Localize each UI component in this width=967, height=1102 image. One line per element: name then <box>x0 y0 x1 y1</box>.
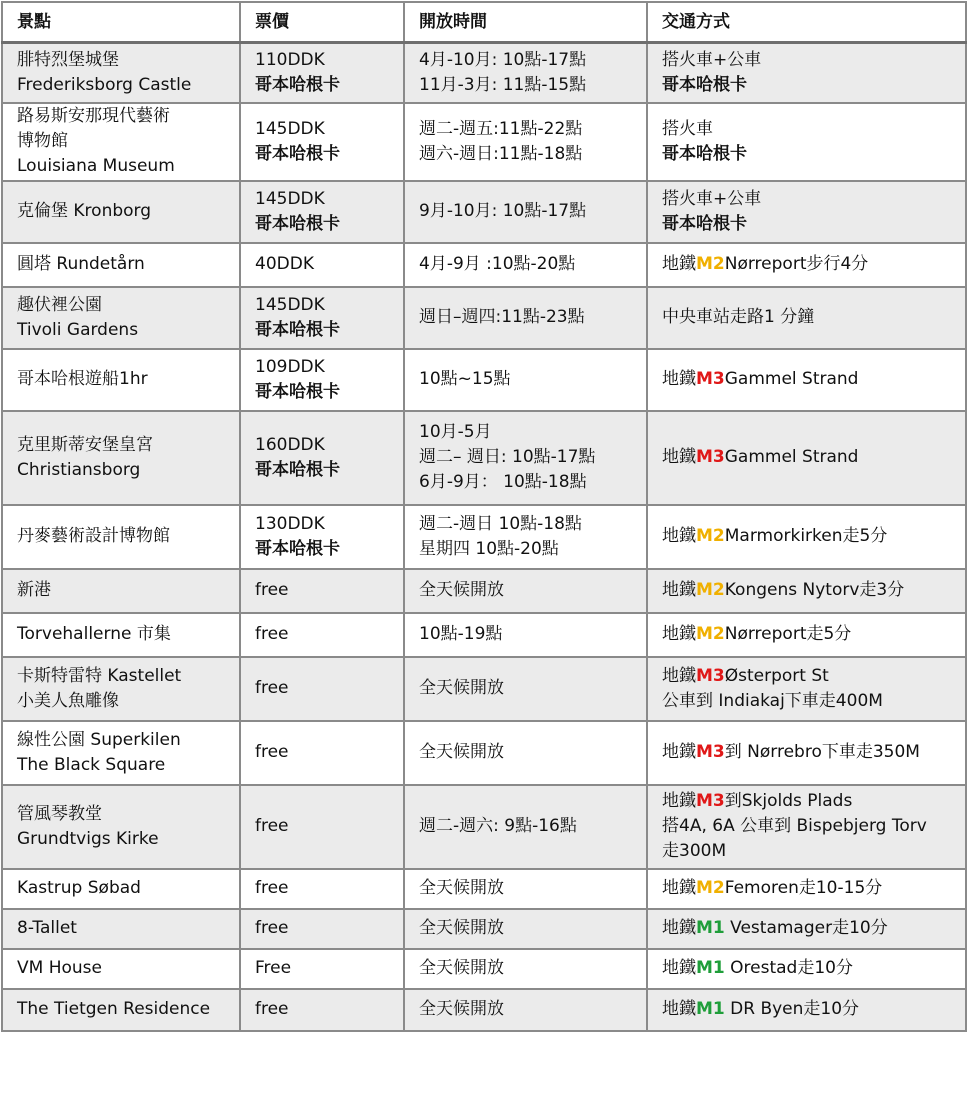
hours-text: 4月-9月 :10點-20點 <box>419 254 576 274</box>
price-value: 145DDK <box>255 118 325 139</box>
metro-route <box>662 252 965 277</box>
place-cell <box>2 657 240 721</box>
price-value: free <box>255 742 289 762</box>
copenhagen-card-label: 哥本哈根卡 <box>255 143 340 164</box>
place-cell <box>2 349 240 411</box>
place-cell <box>2 949 240 989</box>
place-name: The Black Square <box>17 754 166 775</box>
header-place: 景點 <box>2 2 240 43</box>
transport-cell <box>647 949 966 989</box>
price-value: 145DDK <box>255 294 325 315</box>
transport-cell <box>647 505 966 569</box>
copenhagen-card-label: 哥本哈根卡 <box>255 381 340 402</box>
place-cell <box>2 287 240 349</box>
hours-cell <box>404 103 647 181</box>
hours-cell <box>404 181 647 243</box>
price-cell <box>240 569 404 613</box>
place-cell <box>2 909 240 949</box>
header-row <box>2 2 966 43</box>
table-row <box>2 181 966 243</box>
price-cell <box>240 411 404 505</box>
metro-line-badge: M2 <box>696 526 725 546</box>
metro-prefix: 地鐵 <box>662 999 696 1019</box>
place-name: 博物館 <box>17 131 68 151</box>
place-name: 趣伏裡公園 <box>17 294 102 315</box>
transport-text: 中央車站走路1 分鐘 <box>662 307 815 327</box>
table-row <box>2 721 966 785</box>
transport-cell <box>647 349 966 411</box>
metro-route <box>662 367 965 392</box>
hours-cell <box>404 613 647 657</box>
price-cell <box>240 989 404 1031</box>
place-cell <box>2 243 240 287</box>
hours-text: 10月-5月 <box>419 422 492 442</box>
table-row <box>2 989 966 1031</box>
hours-text: 全天候開放 <box>419 742 504 762</box>
header-price: 票價 <box>240 2 404 43</box>
copenhagen-card-label: 哥本哈根卡 <box>255 74 340 95</box>
price-value: free <box>255 678 289 698</box>
table-body <box>2 43 966 1031</box>
metro-destination: Østerport St <box>724 665 829 686</box>
table-row <box>2 909 966 949</box>
metro-line-badge: M3 <box>696 665 725 686</box>
table-row <box>2 949 966 989</box>
metro-destination: Marmorkirken走5分 <box>724 526 888 546</box>
metro-prefix: 地鐵 <box>662 526 696 546</box>
transport-text: 搭火車+公車 <box>662 188 762 209</box>
transport-text: 搭火車 <box>662 118 713 139</box>
price-cell <box>240 613 404 657</box>
place-name: Grundtvigs Kirke <box>17 828 159 849</box>
metro-destination: Femoren走10-15分 <box>724 878 883 898</box>
metro-destination: Gammel Strand <box>724 447 859 467</box>
price-value: 160DDK <box>255 434 325 455</box>
transport-cell <box>647 869 966 909</box>
metro-line-badge: M3 <box>696 369 725 389</box>
place-name: The Tietgen Residence <box>17 999 211 1019</box>
place-cell <box>2 505 240 569</box>
metro-route <box>662 789 965 814</box>
metro-prefix: 地鐵 <box>662 958 696 978</box>
place-name: Christiansborg <box>17 459 141 480</box>
metro-destination: Nørreport步行4分 <box>724 254 869 274</box>
metro-line-badge: M1 <box>696 918 725 938</box>
metro-prefix: 地鐵 <box>662 580 696 600</box>
hours-text: 週六-週日:11點-18點 <box>419 143 583 164</box>
metro-destination: Vestamager走10分 <box>724 918 888 938</box>
place-name: 卡斯特雷特 Kastellet <box>17 665 182 686</box>
hours-cell <box>404 43 647 103</box>
table-row <box>2 43 966 103</box>
hours-cell <box>404 349 647 411</box>
price-value: 110DDK <box>255 49 325 70</box>
table-row <box>2 103 966 181</box>
price-cell <box>240 103 404 181</box>
metro-route <box>662 997 965 1022</box>
place-name: 新港 <box>17 580 51 600</box>
hours-cell <box>404 411 647 505</box>
place-name: 腓特烈堡城堡 <box>17 49 119 70</box>
price-cell <box>240 657 404 721</box>
metro-prefix: 地鐵 <box>662 742 696 762</box>
hours-cell <box>404 909 647 949</box>
place-name: 丹麥藝術設計博物館 <box>17 526 170 546</box>
metro-route <box>662 524 965 549</box>
place-name: Tivoli Gardens <box>17 319 139 340</box>
price-cell <box>240 287 404 349</box>
metro-destination: Nørreport走5分 <box>724 624 852 644</box>
transport-text: 公車到 Indiakaj下車走400M <box>662 690 883 711</box>
attractions-table <box>1 1 967 1032</box>
place-cell <box>2 181 240 243</box>
hours-text: 全天候開放 <box>419 958 504 978</box>
hours-text: 星期四 10點-20點 <box>419 538 559 559</box>
transport-cell <box>647 785 966 869</box>
header-hours: 開放時間 <box>404 2 647 43</box>
price-value: 145DDK <box>255 188 325 209</box>
hours-text: 週日–週四:11點-23點 <box>419 307 585 327</box>
transport-cell <box>647 243 966 287</box>
table-row <box>2 411 966 505</box>
metro-prefix: 地鐵 <box>662 254 696 274</box>
metro-route <box>662 956 965 981</box>
hours-cell <box>404 869 647 909</box>
price-value: 109DDK <box>255 356 325 377</box>
hours-text: 全天候開放 <box>419 999 504 1019</box>
price-value: Free <box>255 958 292 978</box>
metro-destination: DR Byen走10分 <box>724 999 860 1019</box>
hours-text: 9月-10月: 10點-17點 <box>419 201 587 221</box>
price-cell <box>240 243 404 287</box>
price-value: 130DDK <box>255 513 325 534</box>
metro-prefix: 地鐵 <box>662 791 696 811</box>
metro-route <box>662 578 965 603</box>
place-cell <box>2 411 240 505</box>
place-cell <box>2 869 240 909</box>
table-row <box>2 505 966 569</box>
price-cell <box>240 785 404 869</box>
table-row <box>2 569 966 613</box>
place-cell <box>2 43 240 103</box>
place-name: 8-Tallet <box>17 918 77 938</box>
transport-text: 哥本哈根卡 <box>662 213 747 234</box>
transport-cell <box>647 909 966 949</box>
price-value: free <box>255 999 289 1019</box>
metro-line-badge: M2 <box>696 580 725 600</box>
hours-text: 週二-週六: 9點-16點 <box>419 816 577 836</box>
metro-line-badge: M3 <box>696 447 725 467</box>
place-cell <box>2 989 240 1031</box>
hours-cell <box>404 505 647 569</box>
metro-line-badge: M1 <box>696 958 725 978</box>
hours-text: 4月-10月: 10點-17點 <box>419 49 587 70</box>
price-value: free <box>255 580 289 600</box>
price-cell <box>240 43 404 103</box>
metro-prefix: 地鐵 <box>662 447 696 467</box>
place-name: Kastrup Søbad <box>17 878 141 898</box>
metro-prefix: 地鐵 <box>662 624 696 644</box>
place-name: Frederiksborg Castle <box>17 74 192 95</box>
metro-route <box>662 740 965 765</box>
place-name: 克里斯蒂安堡皇宮 <box>17 434 153 455</box>
metro-prefix: 地鐵 <box>662 369 696 389</box>
price-value: free <box>255 624 289 644</box>
transport-text: 搭4A, 6A 公車到 Bispebjerg Torv <box>662 816 927 836</box>
metro-route <box>662 664 965 689</box>
transport-cell <box>647 989 966 1031</box>
place-name: 小美人魚雕像 <box>17 690 119 711</box>
place-cell <box>2 569 240 613</box>
transport-text: 搭火車+公車 <box>662 49 762 70</box>
place-cell <box>2 721 240 785</box>
metro-destination: Kongens Nytorv走3分 <box>724 580 905 600</box>
table-row <box>2 349 966 411</box>
metro-line-badge: M1 <box>696 999 725 1019</box>
place-name: Louisiana Museum <box>17 156 175 176</box>
transport-cell <box>647 181 966 243</box>
place-cell <box>2 103 240 181</box>
metro-destination: Orestad走10分 <box>724 958 853 978</box>
hours-cell <box>404 569 647 613</box>
hours-text: 11月-3月: 11點-15點 <box>419 74 587 95</box>
transport-text: 走300M <box>662 841 727 861</box>
place-name: 管風琴教堂 <box>17 803 102 824</box>
transport-cell <box>647 613 966 657</box>
metro-destination: 到Skjolds Plads <box>724 791 853 811</box>
hours-cell <box>404 949 647 989</box>
price-cell <box>240 721 404 785</box>
hours-cell <box>404 785 647 869</box>
hours-text: 10點~15點 <box>419 369 511 389</box>
metro-route <box>662 916 965 941</box>
hours-cell <box>404 287 647 349</box>
metro-destination: 到 Nørrebro下車走350M <box>724 742 920 762</box>
metro-prefix: 地鐵 <box>662 665 696 686</box>
metro-prefix: 地鐵 <box>662 918 696 938</box>
hours-text: 全天候開放 <box>419 878 504 898</box>
metro-line-badge: M2 <box>696 878 725 898</box>
metro-prefix: 地鐵 <box>662 878 696 898</box>
hours-cell <box>404 721 647 785</box>
hours-text: 週二-週五:11點-22點 <box>419 118 583 139</box>
hours-text: 全天候開放 <box>419 918 504 938</box>
metro-line-badge: M3 <box>696 742 725 762</box>
price-cell <box>240 949 404 989</box>
hours-text: 全天候開放 <box>419 580 504 600</box>
hours-text: 10點-19點 <box>419 624 503 644</box>
transport-cell <box>647 411 966 505</box>
place-cell <box>2 785 240 869</box>
transport-text: 哥本哈根卡 <box>662 143 747 164</box>
transport-cell <box>647 43 966 103</box>
transport-cell <box>647 103 966 181</box>
transport-cell <box>647 657 966 721</box>
transport-cell <box>647 287 966 349</box>
price-cell <box>240 505 404 569</box>
hours-cell <box>404 989 647 1031</box>
hours-text: 全天候開放 <box>419 678 504 698</box>
place-name: 克倫堡 Kronborg <box>17 201 152 221</box>
price-value: free <box>255 878 289 898</box>
place-name: 線性公園 Superkilen <box>17 729 181 750</box>
table-row <box>2 613 966 657</box>
copenhagen-card-label: 哥本哈根卡 <box>255 459 340 480</box>
place-name: Torvehallerne 市集 <box>17 624 171 644</box>
price-value: free <box>255 816 289 836</box>
table-row <box>2 243 966 287</box>
price-cell <box>240 909 404 949</box>
hours-cell <box>404 657 647 721</box>
table-row <box>2 869 966 909</box>
metro-route <box>662 622 965 647</box>
metro-route <box>662 445 965 470</box>
table-row <box>2 287 966 349</box>
metro-line-badge: M2 <box>696 254 725 274</box>
metro-destination: Gammel Strand <box>724 369 859 389</box>
copenhagen-card-label: 哥本哈根卡 <box>255 319 340 340</box>
price-cell <box>240 349 404 411</box>
price-value: 40DDK <box>255 254 314 274</box>
place-name: VM House <box>17 958 102 978</box>
table-row <box>2 785 966 869</box>
transport-text: 哥本哈根卡 <box>662 74 747 95</box>
copenhagen-card-label: 哥本哈根卡 <box>255 213 340 234</box>
price-cell <box>240 869 404 909</box>
place-name: 圓塔 Rundetårn <box>17 254 145 274</box>
transport-cell <box>647 721 966 785</box>
header-transport: 交通方式 <box>647 2 966 43</box>
place-name: 哥本哈根遊船1hr <box>17 369 148 389</box>
hours-cell <box>404 243 647 287</box>
table-row <box>2 657 966 721</box>
hours-text: 週二-週日 10點-18點 <box>419 513 582 534</box>
price-value: free <box>255 918 289 938</box>
metro-line-badge: M2 <box>696 624 725 644</box>
metro-line-badge: M3 <box>696 791 725 811</box>
hours-text: 週二– 週日: 10點-17點 <box>419 447 596 467</box>
place-name: 路易斯安那現代藝術 <box>17 106 170 126</box>
transport-cell <box>647 569 966 613</box>
copenhagen-card-label: 哥本哈根卡 <box>255 538 340 559</box>
metro-route <box>662 876 965 901</box>
place-cell <box>2 613 240 657</box>
hours-text: 6月-9月： 10點-18點 <box>419 472 587 492</box>
price-cell <box>240 181 404 243</box>
